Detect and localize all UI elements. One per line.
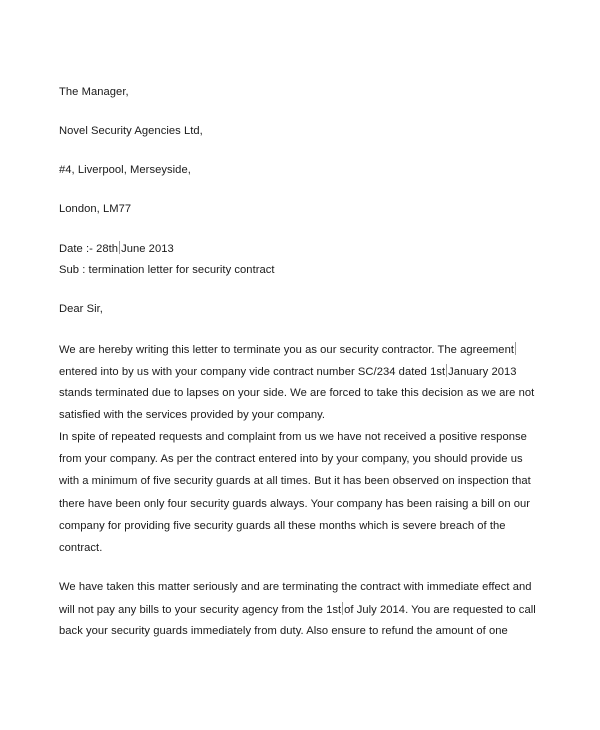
text-cursor-mark [119,241,120,254]
paragraph2-line5: company for providing five security guards all these months which is severe breach of the [59,520,506,532]
paragraph2-line2: from your company. As per the contract entered into by your company, you should provide us [59,453,523,465]
text-cursor-mark [446,364,447,377]
paragraph3-line2-text: will not pay any bills to your security agency from the 1st [59,604,342,616]
paragraph1-line2 [59,364,517,379]
paragraph2-line3: with a minimum of five security guards at all times. But it has been observed on inspection that [59,475,531,487]
paragraph3-line2-after: of July 2014. You are requested to call [344,604,536,616]
paragraph1-line1 [59,342,517,357]
subject-line: Sub : termination letter for security contract [59,264,275,276]
paragraph1-line4: satisfied with the services provided by your company. [59,409,326,421]
address-street: #4, Liverpool, Merseyside, [59,164,191,176]
paragraph1-line3: stands terminated due to lapses on your side. We are forced to take this decision as we are not [59,387,535,399]
paragraph2-line6: contract. [59,542,103,554]
paragraph3-line3: back your security guards immediately from duty. Also ensure to refund the amount of one [59,625,508,637]
paragraph3-line2 [59,602,536,617]
paragraph2-line4: there have been only four security guards always. Your company has been raising a bill on our [59,498,531,510]
address-recipient: The Manager, [59,86,129,98]
paragraph1-line1-text: We are hereby writing this letter to terminate you as our security contractor. The agreement [59,344,515,356]
paragraph1-line2-text: entered into by us with your company vide contract number SC/234 dated 1st [59,366,446,378]
date-prefix: Date :- 28th [59,243,119,255]
paragraph2-line1: In spite of repeated requests and complaint from us we have not received a positive response [59,431,527,443]
date-suffix: June 2013 [121,243,174,255]
address-city: London, LM77 [59,203,132,215]
text-cursor-mark [515,342,516,355]
text-cursor-mark [342,602,343,615]
address-company: Novel Security Agencies Ltd, [59,125,203,137]
date-line [59,241,174,256]
paragraph3-line1: We have taken this matter seriously and are terminating the contract with immediate effect and [59,581,532,593]
paragraph1-line2-after: January 2013 [448,366,517,378]
salutation: Dear Sir, [59,303,103,315]
